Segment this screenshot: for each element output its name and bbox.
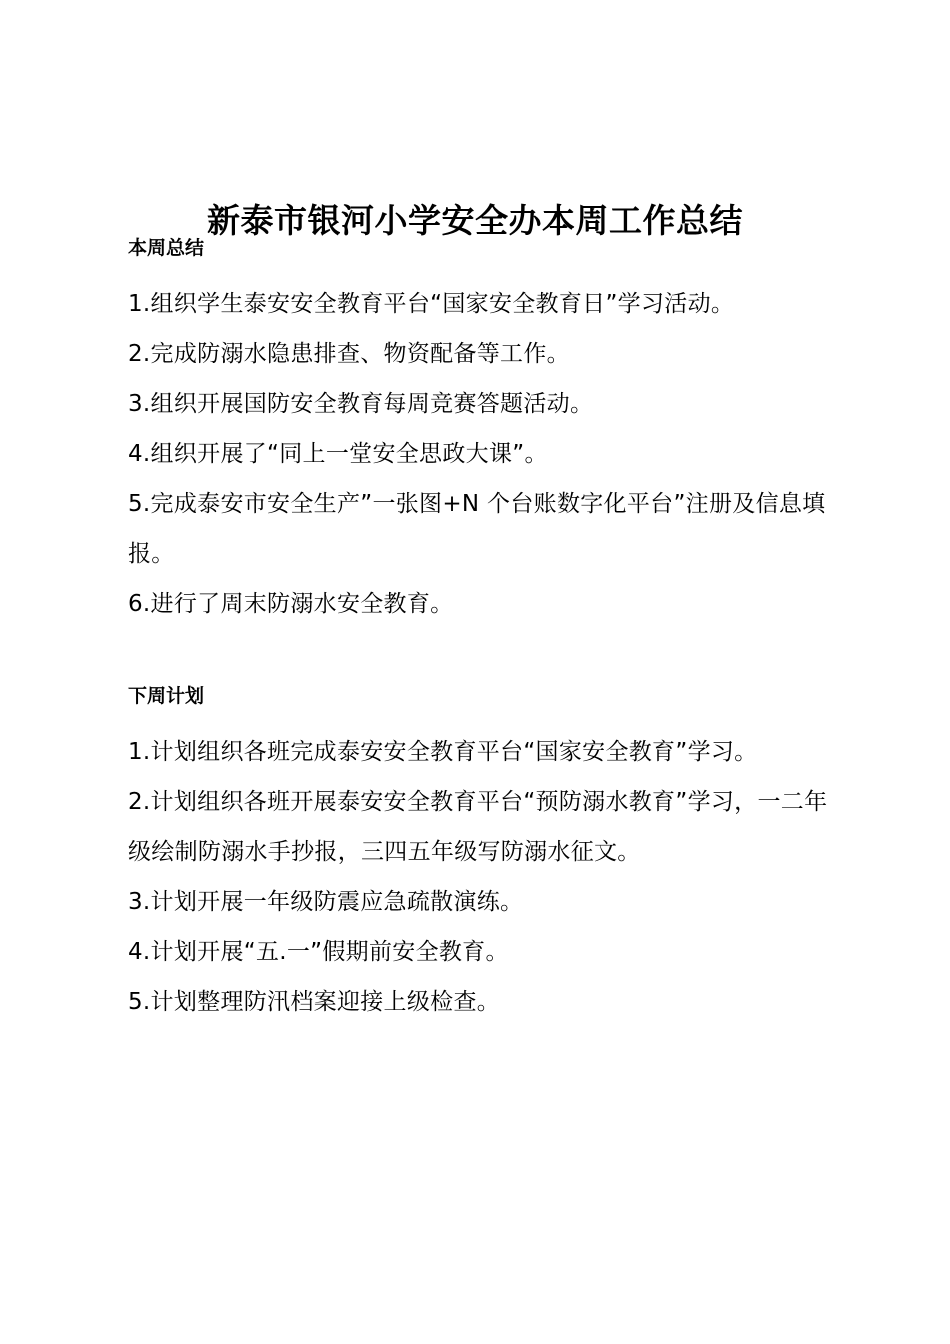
list-item: 2.完成防溺水隐患排查、物资配备等工作。 xyxy=(128,341,570,367)
list-item: 3.组织开展国防安全教育每周竞赛答题活动。 xyxy=(128,391,594,417)
this-week-heading: 本周总结 xyxy=(128,237,205,259)
list-item: 5.完成泰安市安全生产”一张图+N 个台账数字化平台”注册及信息填报。 xyxy=(128,491,826,567)
list-item: 4.计划开展“五.一”假期前安全教育。 xyxy=(128,939,509,965)
list-item: 2.计划组织各班开展泰安安全教育平台“预防溺水教育”学习，一二年级绘制防溺水手抄报，三四五年级写防溺水征文。 xyxy=(128,789,828,865)
list-item: 3.计划开展一年级防震应急疏散演练。 xyxy=(128,889,524,915)
next-week-heading: 下周计划 xyxy=(128,685,205,707)
next-week-list xyxy=(128,727,828,1027)
this-week-list xyxy=(128,279,828,629)
this-week-section xyxy=(128,233,828,629)
list-item: 1.计划组织各班完成泰安安全教育平台“国家安全教育”学习。 xyxy=(128,739,758,765)
document-title: 新泰市银河小学安全办本周工作总结 xyxy=(207,201,743,241)
list-item: 6.进行了周末防溺水安全教育。 xyxy=(128,591,454,617)
list-item: 5.计划整理防汛档案迎接上级检查。 xyxy=(128,989,501,1015)
list-item: 4.组织开展了“同上一堂安全思政大课”。 xyxy=(128,441,548,467)
next-week-section xyxy=(128,681,828,1027)
list-item: 1.组织学生泰安安全教育平台“国家安全教育日”学习活动。 xyxy=(128,291,735,317)
